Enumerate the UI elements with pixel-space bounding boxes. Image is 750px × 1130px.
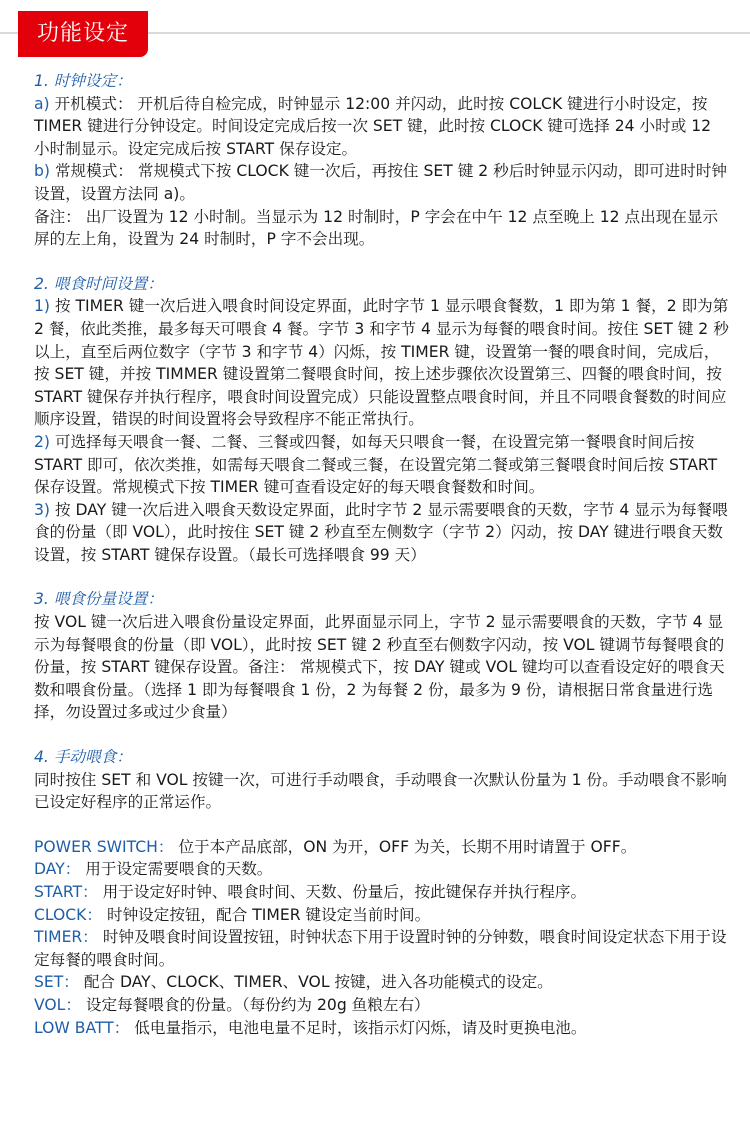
glossary-desc: 时钟设定按钮，配合 TIMER 键设定当前时间。: [102, 905, 431, 924]
paragraph: [34, 499, 730, 567]
paragraph: [34, 160, 730, 205]
paragraph: [34, 295, 730, 431]
glossary-term: VOL：: [34, 995, 81, 1014]
glossary-term: DAY：: [34, 860, 81, 879]
glossary-desc: 位于本产品底部，ON 为开，OFF 为关，长期不用时请置于 OFF。: [173, 837, 637, 856]
paragraph: [34, 206, 730, 251]
item-label: 2): [34, 432, 51, 451]
item-label: a): [34, 94, 50, 113]
paragraph: [34, 431, 730, 499]
glossary-row-vol: [34, 994, 730, 1017]
item-text: 可选择每天喂食一餐、二餐、三餐或四餐，如每天只喂食一餐，在设置完第一餐喂食时间后按 START 即可，依次类推，如需每天喂食二餐或三餐，在设置完第二餐或第三餐喂食时间后按 START 保存设置。常规模式下按 TIMER 键可查看设定好的每天喂食餐数和时间。: [34, 432, 718, 497]
glossary-term: POWER SWITCH：: [34, 837, 174, 856]
item-text: 同时按住 SET 和 VOL 按键一次，可进行手动喂食，手动喂食一次默认份量为 1 份。手动喂食不影响已设定好程序的正常运作。: [34, 770, 727, 812]
item-text: 按 DAY 键一次后进入喂食天数设定界面，此时字节 2 显示需要喂食的天数，字节 4 显示为每餐喂食的份量（即 VOL），此时按住 SET 键 2 秒直至左侧数字（字节 2）闪动，按 DAY 键进行喂食天数设置，按 START 键保存设置。（最长可选择喂食 99 天）: [34, 500, 728, 564]
item-text: 备注： 出厂设置为 12 小时制。当显示为 12 时制时，P 字会在中午 12 点至晚上 12 点出现在显示屏的左上角，设置为 24 时制时，P 字不会出现。: [34, 207, 719, 249]
glossary-row-start: [34, 881, 730, 904]
page-title: 功能设定: [18, 11, 148, 57]
paragraph: [34, 769, 730, 814]
glossary-row-day: [34, 858, 730, 881]
button-glossary: [34, 836, 730, 1039]
glossary-row-clock: [34, 904, 730, 927]
paragraph: [34, 611, 730, 724]
section-title: 3. 喂食份量设置：: [34, 590, 163, 609]
item-text: 按 TIMER 键一次后进入喂食时间设定界面，此时字节 1 显示喂食餐数，1 即为第 1 餐，2 即为第 2 餐，依此类推，最多每天可喂食 4 餐。字节 3 和字节 4 显示为每餐的喂食时间。按住 SET 键 2 秒以上，直至后两位数字（字节 3 和字节 4）闪烁，按 TIMER 键，设置第一餐的喂食时间，完成后，按 SET 键，并按 TIMMER 键设置第二餐喂食时间，按上述步骤依次设置第三、四餐的喂食时间，按 START 键保存并执行程序，喂食时间设置完成）只能设置整点喂食时间，并且不同喂食餐数的时间应顺序设置，错误的时间设置将会导致程序不能正常执行。: [34, 297, 729, 429]
item-text: 常规模式： 常规模式下按 CLOCK 键一次后，再按住 SET 键 2 秒后时钟显示闪动，即可进时时钟设置，设置方法同 a)。: [34, 162, 728, 203]
section-clock-setting: [34, 70, 730, 251]
item-label: 3): [34, 500, 51, 519]
glossary-term: LOW BATT：: [34, 1018, 130, 1037]
glossary-desc: 用于设定需要喂食的天数。: [80, 860, 273, 879]
glossary-row-timer: [34, 926, 730, 971]
glossary-term: START：: [34, 883, 98, 901]
section-manual-feeding: [34, 746, 730, 814]
item-text: 开机模式： 开机后待自检完成，时钟显示 12:00 并闪动，此时按 COLCK 键进行小时设定，按 TIMER 键进行分钟设定。时间设定完成后按一次 SET 键，此时按 CLOCK 键可选择 24 小时或 12 小时制显示。设定完成后按 START 保存设定。: [34, 94, 712, 158]
item-text: 按 VOL 键一次后进入喂食份量设定界面，此界面显示同上，字节 2 显示需要喂食的天数，字节 4 显示为每餐喂食的份量（即 VOL），此时按 SET 键 2 秒直至右侧数字闪动，按 VOL 键调节每餐喂食的份量，按 START 键保存设置。备注： 常规模式下，按 DAY 键或 VOL 键均可以查看设定好的喂食天数和喂食份量。（选择 1 即为每餐喂食 1 份，2 为每餐 2 份，最多为 9 份，请根据日常食量进行选择，勿设置过多或过少食量）: [34, 613, 725, 722]
glossary-row-set: [34, 971, 730, 994]
section-title: 1. 时钟设定：: [34, 72, 132, 90]
glossary-desc: 低电量指示，电池电量不足时，该指示灯闪烁，请及时更换电池。: [129, 1018, 587, 1037]
glossary-desc: 用于设定好时钟、喂食时间、天数、份量后，按此键保存并执行程序。: [97, 883, 587, 901]
glossary-row-low-batt: [34, 1017, 730, 1040]
section-title: 2. 喂食时间设置：: [34, 274, 163, 293]
paragraph: [34, 93, 730, 161]
glossary-desc: 时钟及喂食时间设置按钮，时钟状态下用于设置时钟的分钟数，喂食时间设定状态下用于设定每餐的喂食时间。: [34, 928, 727, 969]
item-label: b): [34, 162, 50, 181]
glossary-row-power-switch: [34, 836, 730, 859]
section-feeding-portion: [34, 588, 730, 724]
glossary-term: CLOCK：: [34, 905, 103, 924]
section-title: 4. 手动喂食：: [34, 748, 132, 767]
manual-content: [34, 70, 730, 1039]
section-feeding-time: [34, 273, 730, 567]
glossary-desc: 设定每餐喂食的份量。（每份约为 20g 鱼粮左右）: [80, 995, 430, 1014]
item-label: 1): [34, 297, 51, 316]
glossary-term: TIMER：: [34, 928, 98, 947]
glossary-term: SET：: [34, 973, 79, 992]
glossary-desc: 配合 DAY、CLOCK、TIMER、VOL 按键，进入各功能模式的设定。: [78, 973, 553, 992]
